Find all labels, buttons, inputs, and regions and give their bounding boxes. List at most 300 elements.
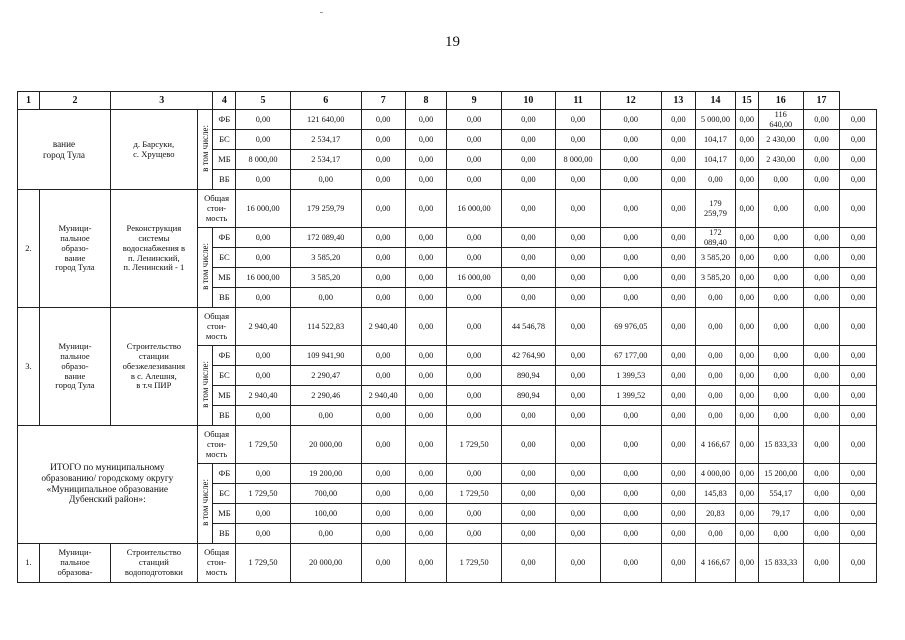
value-cell: 0,00 [840,406,877,426]
value-cell: 4 166,67 [696,426,736,464]
value-cell: 2 430,00 [758,130,803,150]
value-cell: 0,00 [236,524,290,544]
value-cell: 0,00 [290,170,361,190]
total-cost-label: Общая стои- мость [197,190,236,228]
value-cell: 0,00 [758,170,803,190]
in-total-label [197,346,213,426]
funding-source: ФБ [213,346,236,366]
total-cost-label: Общая стои- мость [197,544,236,583]
value-cell: 0,00 [735,464,758,484]
funding-source: БС [213,130,236,150]
value-cell: 0,00 [840,150,877,170]
value-cell: 16 000,00 [236,268,290,288]
value-cell: 0,00 [601,524,662,544]
value-cell: 0,00 [447,464,501,484]
value-cell: 0,00 [803,228,840,248]
value-cell: 0,00 [361,504,405,524]
value-cell: 19 200,00 [290,464,361,484]
total-cost-label: Общая стои- мость [197,308,236,346]
value-cell: 0,00 [236,170,290,190]
value-cell: 0,00 [405,504,447,524]
value-cell: 0,00 [405,268,447,288]
municipality-name: Муници- пальное образова- [39,544,110,583]
value-cell: 0,00 [803,346,840,366]
value-cell: 0,00 [236,110,290,130]
value-cell: 1 729,50 [236,544,290,583]
value-cell: 0,00 [601,190,662,228]
value-cell: 0,00 [661,484,695,504]
value-cell: 2 290,47 [290,366,361,386]
value-cell: 0,00 [661,524,695,544]
value-cell: 0,00 [735,366,758,386]
header-cell: 11 [556,92,601,110]
funding-source: ВБ [213,288,236,308]
value-cell: 0,00 [803,130,840,150]
value-cell: 0,00 [661,248,695,268]
value-cell: 0,00 [735,170,758,190]
value-cell: 2 940,40 [361,386,405,406]
value-cell: 0,00 [361,150,405,170]
item-number: 1. [18,544,40,583]
value-cell: 0,00 [758,386,803,406]
value-cell: 0,00 [556,504,601,524]
value-cell: 0,00 [601,170,662,190]
value-cell: 0,00 [758,308,803,346]
value-cell: 0,00 [735,386,758,406]
total-row [18,308,877,346]
value-cell: 0,00 [405,308,447,346]
value-cell: 0,00 [290,406,361,426]
value-cell: 0,00 [735,524,758,544]
header-cell: 8 [405,92,447,110]
value-cell: 0,00 [840,524,877,544]
value-cell: 0,00 [447,524,501,544]
funding-source: МБ [213,504,236,524]
value-cell: 15 200,00 [758,464,803,484]
value-cell: 0,00 [501,288,555,308]
value-cell: 0,00 [556,170,601,190]
value-cell: 0,00 [661,308,695,346]
value-cell: 0,00 [803,524,840,544]
funding-source: ФБ [213,228,236,248]
in-total-label [197,110,213,190]
value-cell: 0,00 [840,288,877,308]
value-cell: 0,00 [501,190,555,228]
item-number: 3. [18,308,40,426]
value-cell: 8 000,00 [556,150,601,170]
funding-source: ВБ [213,170,236,190]
in-total-label-text: в том числе: [199,478,210,526]
value-cell: 0,00 [735,504,758,524]
value-cell: 0,00 [556,190,601,228]
value-cell: 0,00 [361,248,405,268]
value-cell: 2 940,40 [236,308,290,346]
value-cell: 0,00 [290,524,361,544]
value-cell: 0,00 [840,170,877,190]
header-cell: 17 [803,92,840,110]
value-cell: 0,00 [361,228,405,248]
value-cell: 0,00 [556,386,601,406]
value-cell: 0,00 [501,268,555,288]
value-cell: 0,00 [405,190,447,228]
value-cell: 0,00 [661,268,695,288]
value-cell: 0,00 [840,484,877,504]
value-cell: 0,00 [236,130,290,150]
value-cell: 0,00 [405,288,447,308]
value-cell: 179 259,79 [290,190,361,228]
value-cell: 0,00 [696,366,736,386]
value-cell: 0,00 [361,464,405,484]
value-cell: 3 585,20 [290,248,361,268]
value-cell: 0,00 [840,228,877,248]
value-cell: 0,00 [405,386,447,406]
header-cell: 2 [39,92,110,110]
funding-source: БС [213,366,236,386]
value-cell: 0,00 [501,110,555,130]
value-cell: 0,00 [735,268,758,288]
value-cell: 0,00 [840,346,877,366]
header-cell: 7 [361,92,405,110]
value-cell: 0,00 [361,524,405,544]
value-cell: 0,00 [405,150,447,170]
value-cell: 0,00 [840,386,877,406]
value-cell: 0,00 [601,406,662,426]
value-cell: 0,00 [405,524,447,544]
value-cell: 2 940,40 [361,308,405,346]
value-cell: 0,00 [601,484,662,504]
value-cell: 0,00 [735,426,758,464]
value-cell: 0,00 [501,130,555,150]
funding-source: ФБ [213,464,236,484]
value-cell: 0,00 [556,288,601,308]
value-cell: 0,00 [601,248,662,268]
value-cell: 15 833,33 [758,426,803,464]
value-cell: 0,00 [236,464,290,484]
funding-source: МБ [213,386,236,406]
budget-table [17,91,877,583]
value-cell: 0,00 [840,248,877,268]
value-cell: 0,00 [758,366,803,386]
funding-source: МБ [213,268,236,288]
value-cell: 0,00 [840,426,877,464]
value-cell: 4 166,67 [696,544,736,583]
header-cell: 4 [213,92,236,110]
object-name: д. Барсуки, с. Хрущево [110,110,197,190]
value-cell: 0,00 [556,268,601,288]
value-cell: 145,83 [696,484,736,504]
value-cell: 0,00 [735,248,758,268]
value-cell: 0,00 [803,544,840,583]
header-cell: 15 [735,92,758,110]
scan-speck [320,12,323,13]
value-cell: 0,00 [556,406,601,426]
value-cell: 0,00 [735,544,758,583]
value-cell: 0,00 [601,110,662,130]
value-cell: 0,00 [501,426,555,464]
value-cell: 0,00 [696,288,736,308]
value-cell: 0,00 [735,150,758,170]
value-cell: 1 399,53 [601,366,662,386]
value-cell: 0,00 [501,406,555,426]
value-cell: 0,00 [840,464,877,484]
value-cell: 0,00 [735,228,758,248]
value-cell: 0,00 [758,228,803,248]
value-cell: 0,00 [361,406,405,426]
value-cell: 0,00 [501,464,555,484]
value-cell: 0,00 [556,524,601,544]
value-cell: 0,00 [361,366,405,386]
total-cost-label: Общая стои- мость [197,426,236,464]
value-cell: 0,00 [447,366,501,386]
header-cell: 14 [696,92,736,110]
value-cell: 0,00 [236,228,290,248]
value-cell: 0,00 [556,464,601,484]
value-cell: 67 177,00 [601,346,662,366]
value-cell: 3 585,20 [290,268,361,288]
value-cell: 0,00 [696,308,736,346]
value-cell: 0,00 [661,386,695,406]
value-cell: 0,00 [405,248,447,268]
value-cell: 0,00 [361,190,405,228]
value-cell: 0,00 [661,288,695,308]
item-number: 2. [18,190,40,308]
value-cell: 0,00 [661,426,695,464]
value-cell: 0,00 [290,288,361,308]
value-cell: 0,00 [840,504,877,524]
value-cell: 16 000,00 [447,268,501,288]
value-cell: 0,00 [661,406,695,426]
value-cell: 104,17 [696,150,736,170]
value-cell: 1 729,50 [447,426,501,464]
funding-source: БС [213,248,236,268]
value-cell: 1 729,50 [447,484,501,504]
value-cell: 16 000,00 [236,190,290,228]
value-cell: 0,00 [361,346,405,366]
value-cell: 0,00 [405,426,447,464]
value-cell: 0,00 [758,248,803,268]
header-cell: 13 [661,92,695,110]
value-cell: 0,00 [447,130,501,150]
value-cell: 0,00 [735,110,758,130]
value-cell: 0,00 [447,228,501,248]
value-cell: 0,00 [661,346,695,366]
value-cell: 0,00 [447,406,501,426]
value-cell: 0,00 [601,130,662,150]
value-cell: 0,00 [696,524,736,544]
value-cell: 172 089,40 [290,228,361,248]
value-cell: 0,00 [361,426,405,464]
value-cell: 0,00 [661,190,695,228]
value-cell: 0,00 [361,268,405,288]
value-cell: 121 640,00 [290,110,361,130]
value-cell: 1 729,50 [447,544,501,583]
value-cell: 0,00 [361,484,405,504]
value-cell: 0,00 [556,248,601,268]
value-cell: 0,00 [501,170,555,190]
page-number: 19 [445,34,460,50]
value-cell: 0,00 [803,504,840,524]
in-total-label [197,228,213,308]
value-cell: 0,00 [696,406,736,426]
value-cell: 0,00 [361,110,405,130]
value-cell: 0,00 [803,190,840,228]
value-cell: 0,00 [758,524,803,544]
value-cell: 890,94 [501,386,555,406]
total-row [18,544,877,583]
value-cell: 0,00 [601,504,662,524]
value-cell: 0,00 [696,346,736,366]
in-total-label-text: в том числе: [199,360,210,408]
value-cell: 0,00 [361,544,405,583]
value-cell: 0,00 [661,504,695,524]
value-cell: 16 000,00 [447,190,501,228]
header-cell: 16 [758,92,803,110]
header-cell: 3 [110,92,212,110]
value-cell: 2 940,40 [236,386,290,406]
header-cell: 5 [236,92,290,110]
municipality-name: Муници- пальное образо- вание город Тула [39,308,110,426]
value-cell: 3 585,20 [696,268,736,288]
value-cell: 0,00 [236,504,290,524]
value-cell: 0,00 [447,504,501,524]
value-cell: 0,00 [405,170,447,190]
header-cell: 1 [18,92,40,110]
value-cell: 0,00 [735,406,758,426]
value-cell: 1 399,52 [601,386,662,406]
funding-source: БС [213,484,236,504]
value-cell: 0,00 [840,110,877,130]
value-cell: 172 089,40 [696,228,736,248]
value-cell: 0,00 [803,464,840,484]
value-cell: 116 640,00 [758,110,803,130]
value-cell: 20,83 [696,504,736,524]
value-cell: 0,00 [447,308,501,346]
value-cell: 0,00 [447,248,501,268]
value-cell: 0,00 [405,484,447,504]
value-cell: 44 546,78 [501,308,555,346]
value-cell: 104,17 [696,130,736,150]
value-cell: 0,00 [361,170,405,190]
object-name: Строительство станций водоподготовки [110,544,197,583]
value-cell: 0,00 [661,110,695,130]
value-cell: 0,00 [556,228,601,248]
value-cell: 0,00 [556,308,601,346]
value-cell: 0,00 [236,288,290,308]
value-cell: 0,00 [501,544,555,583]
value-cell: 0,00 [405,346,447,366]
value-cell: 42 764,90 [501,346,555,366]
value-cell: 0,00 [556,130,601,150]
value-cell: 0,00 [405,228,447,248]
value-cell: 0,00 [803,484,840,504]
value-cell: 0,00 [447,150,501,170]
value-cell: 0,00 [803,268,840,288]
value-cell: 15 833,33 [758,544,803,583]
value-cell: 0,00 [758,268,803,288]
value-cell: 2 534,17 [290,150,361,170]
value-cell: 3 585,20 [696,248,736,268]
municipality-name: Муници- пальное образо- вание город Тула [39,190,110,308]
value-cell: 0,00 [447,110,501,130]
in-total-label-text: в том числе: [199,124,210,172]
value-cell: 0,00 [803,386,840,406]
value-cell: 700,00 [290,484,361,504]
value-cell: 0,00 [735,346,758,366]
value-cell: 0,00 [840,366,877,386]
value-cell: 0,00 [803,366,840,386]
value-cell: 0,00 [405,110,447,130]
value-cell: 0,00 [696,386,736,406]
value-cell: 0,00 [501,524,555,544]
value-cell: 0,00 [447,288,501,308]
value-cell: 0,00 [405,406,447,426]
value-cell: 0,00 [803,150,840,170]
value-cell: 0,00 [405,544,447,583]
value-cell: 2 430,00 [758,150,803,170]
value-cell: 109 941,90 [290,346,361,366]
value-cell: 0,00 [661,150,695,170]
value-cell: 0,00 [556,484,601,504]
value-cell: 0,00 [501,150,555,170]
value-cell: 0,00 [501,228,555,248]
value-cell: 8 000,00 [236,150,290,170]
value-cell: 0,00 [735,288,758,308]
value-cell: 0,00 [735,308,758,346]
value-cell: 0,00 [735,130,758,150]
value-cell: 0,00 [840,544,877,583]
value-cell: 0,00 [758,190,803,228]
value-cell: 0,00 [556,426,601,464]
value-cell: 4 000,00 [696,464,736,484]
in-total-label [197,464,213,544]
total-group-label: ИТОГО по муниципальному образованию/ городскому округу «Муниципальное образование Дубенский район»: [18,426,198,544]
value-cell: 0,00 [758,346,803,366]
value-cell: 0,00 [501,248,555,268]
municipality-name: вание город Тула [18,110,111,190]
header-cell: 9 [447,92,501,110]
value-cell: 0,00 [601,464,662,484]
value-cell: 114 522,83 [290,308,361,346]
value-cell: 179 259,79 [696,190,736,228]
value-cell: 0,00 [803,406,840,426]
value-cell: 0,00 [447,346,501,366]
value-cell: 0,00 [556,366,601,386]
value-cell: 0,00 [840,190,877,228]
value-cell: 0,00 [758,406,803,426]
value-cell: 0,00 [236,346,290,366]
value-cell: 0,00 [405,366,447,386]
value-cell: 554,17 [758,484,803,504]
value-cell: 79,17 [758,504,803,524]
value-cell: 0,00 [661,130,695,150]
header-row [18,92,877,110]
value-cell: 0,00 [840,308,877,346]
value-cell: 0,00 [361,288,405,308]
value-cell: 0,00 [735,190,758,228]
value-cell: 0,00 [661,464,695,484]
value-cell: 0,00 [803,426,840,464]
object-name: Строительство станции обезжелезивания в с. Алешня, в т.ч ПИР [110,308,197,426]
header-cell: 6 [290,92,361,110]
value-cell: 0,00 [601,544,662,583]
value-cell: 2 290,46 [290,386,361,406]
value-cell: 0,00 [803,110,840,130]
value-cell: 0,00 [501,504,555,524]
value-cell: 0,00 [556,346,601,366]
value-cell: 0,00 [501,484,555,504]
value-cell: 0,00 [601,426,662,464]
header-cell: 12 [601,92,662,110]
